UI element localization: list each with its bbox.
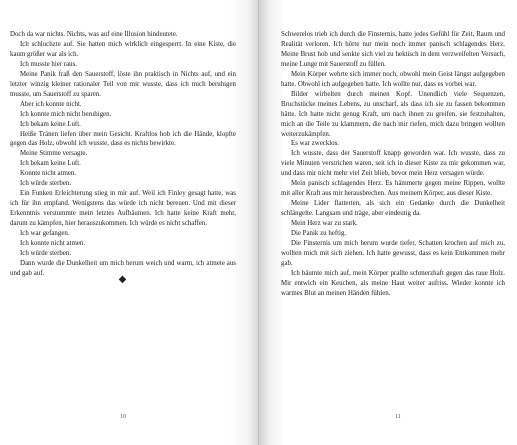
paragraph: Ich war gefangen. (20, 230, 70, 238)
page-number-left: 10 (120, 414, 126, 420)
paragraph: Es war zwecklos. (291, 140, 340, 148)
paragraph: Ein Funken Erleichterung stieg in mir auf. Weil ich Finley gesagt hatte, was ich für ihn empfand. Wenigstens das würde ich nicht bereuen. Und mit dieser Erkenntnis verstummte mein letztes Aufbäumen. Ich hatte keine Kraft mehr, darum zu kämpfen, hier herauszukommen. Ich würde es nicht schaffen. (10, 190, 236, 228)
paragraph: Aber ich konnte nicht. (20, 100, 82, 108)
right-page (259, 0, 517, 445)
paragraph: Ich würde sterben. (20, 249, 72, 257)
paragraph: Die Panik zu heftig. (291, 230, 347, 238)
left-page (0, 0, 258, 445)
paragraph: Mein Körper wehrte sich immer noch, obwohl mein Geist längst aufgegeben hatte. Obwohl ich aufgegeben hatte. Ich wollte nur, dass es vorbei war. (281, 70, 505, 88)
paragraph: Ich schluchzte auf. Sie hatten mich wirklich eingesperrt. In eine Kiste, die kaum größer war als ich. (10, 40, 236, 58)
paragraph: Heiße Tränen liefen über mein Gesicht. Kraftlos hob ich die Hände, klopfte gegen das Holz, obwohl ich wusste, dass es nichts bewirkte. (10, 130, 236, 148)
paragraph: Meine Stimme versagte. (20, 150, 88, 158)
paragraph: Ich konnte nicht atmen. (20, 240, 86, 248)
paragraph: Ich würde sterben. (20, 180, 72, 188)
page-number-right: 11 (395, 414, 401, 420)
paragraph: Konnte nicht atmen. (20, 170, 77, 178)
paragraph: Die Finsternis um mich herum wurde tiefer, Schatten krochen auf mich zu, wollten mich mit sich ziehen. Ich hatte gewusst, dass es kein Entkommen mehr gab. (281, 240, 505, 267)
left-page-text (10, 30, 236, 279)
paragraph: Doch da war nichts. Nichts, was auf eine Illusion hindeutete. (10, 31, 178, 38)
paragraph: Ich bäumte mich auf, mein Körper prallte schmerzhaft gegen das raue Holz. Mir entwich ein Keuchen, als meine Haut weiter aufriss. Wieder konnte ich warmes Blut an meinen Händen fühlen. (281, 269, 505, 297)
paragraph: Bilder wirbelten durch meinen Kopf. Unendlich viele Sequenzen, Bruchstücke meines Lebens, zu unscharf, als dass ich sie zu fassen bekommen hätte. Ich hatte nicht genug Kraft, um nach ihnen zu greifen, sie festzuhalten, mich an die Teile zu klammern, die nach mir riefen, mich dazu bringen wollten weiterzukämpfen. (281, 90, 505, 138)
paragraph: Ich wusste, dass der Sauerstoff knapp geworden war. Ich wusste, dass zu viele Minuten verstrichen waren, seit ich in dieser Kiste zu mir gekommen war, und dass mir nicht mehr viel Zeit blieb, bevor mein Herz versagen würde. (281, 150, 505, 178)
diamond-ornament-icon: ◆ (118, 274, 127, 285)
paragraph: Ich bekam keine Luft. (20, 160, 81, 168)
paragraph: Dann wurde die Dunkelheit um mich herum weich und warm, ich atmete aus und gab auf. (10, 259, 236, 277)
paragraph: Mein Herz war zu stark. (291, 220, 358, 228)
paragraph: Ich musste hier raus. (20, 60, 78, 68)
right-page-text (281, 30, 505, 299)
paragraph: Ich bekam keine Luft. (20, 120, 81, 128)
paragraph: Schwerelos trieb ich durch die Finsternis, hatte jedes Gefühl für Zeit, Raum und Realität verloren. Ich hörte nur mein noch immer panisch schlagendes Herz. Meine Brust hob und senkte sich viel zu hektisch in dem verzweifelten Versuch, meine Lunge mit Sauerstoff zu füllen. (281, 31, 505, 68)
paragraph: Mein panisch schlagendes Herz. Es hämmerte gegen meine Rippen, wollte mit aller Kraft aus mir herausbrechen. Aus meinem Körper, aus dieser Kiste. (281, 180, 505, 198)
paragraph: Meine Lider flatterten, als sich ein Gedanke durch die Dunkelheit schlängelte. Langsam und träge, aber eindeutig da. (281, 200, 505, 218)
paragraph: Ich konnte mich nicht beruhigen. (20, 110, 112, 118)
paragraph: Meine Panik fraß den Sauerstoff, löste ihn praktisch in Nichts auf, und ein letzter winzig kleiner rationaler Teil von mir wusste, dass ich mich beruhigen musste, um Sauerstoff zu sparen. (10, 70, 236, 98)
